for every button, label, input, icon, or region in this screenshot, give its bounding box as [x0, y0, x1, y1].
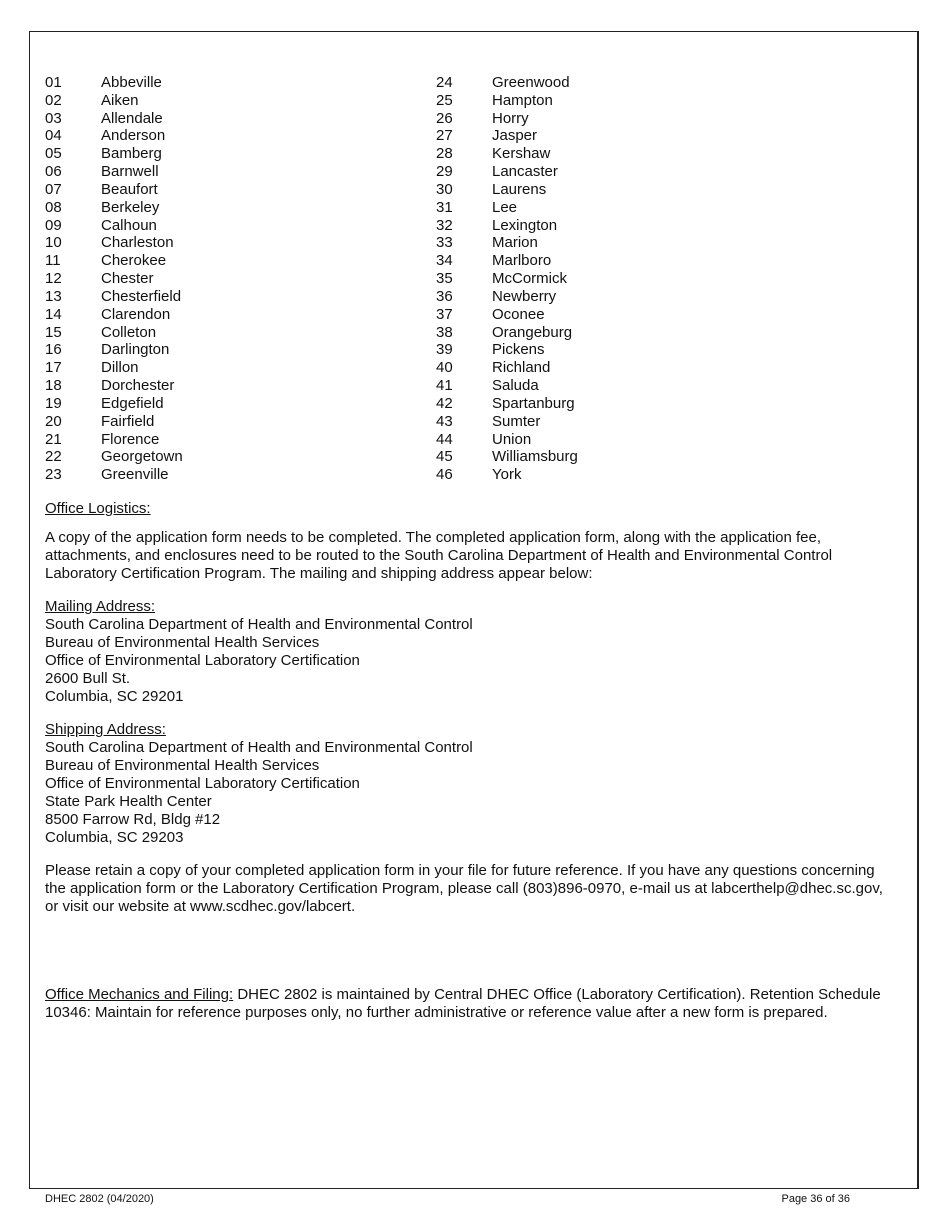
county-name: Dorchester	[101, 377, 175, 395]
county-name: Oconee	[492, 305, 545, 323]
county-name: Kershaw	[492, 145, 551, 163]
county-row	[45, 127, 436, 145]
county-code: 28	[436, 145, 453, 163]
shipping-address-line: 8500 Farrow Rd, Bldg #12	[45, 811, 221, 829]
county-code: 07	[45, 180, 62, 198]
county-code: 02	[45, 91, 62, 109]
county-row	[45, 234, 436, 252]
county-row	[436, 127, 827, 145]
county-code: 23	[45, 466, 62, 484]
county-name: Newberry	[492, 287, 557, 305]
county-row	[436, 92, 827, 110]
county-row	[436, 306, 827, 324]
county-row	[45, 163, 436, 181]
shipping-address-line: Office of Environmental Laboratory Certification	[45, 775, 360, 793]
county-code: 03	[45, 109, 62, 127]
mechanics-section	[45, 986, 885, 1022]
county-code: 45	[436, 448, 453, 466]
county-row	[436, 217, 827, 235]
mailing-address-line: South Carolina Department of Health and Environmental Control	[45, 616, 473, 634]
county-name: Laurens	[492, 180, 547, 198]
mailing-address-line: Bureau of Environmental Health Services	[45, 634, 320, 652]
county-name: Williamsburg	[492, 448, 578, 466]
county-name: Beaufort	[101, 180, 158, 198]
office-logistics-heading: Office Logistics:	[45, 500, 151, 518]
county-row	[436, 448, 827, 466]
county-code: 08	[45, 198, 62, 216]
county-code: 18	[45, 377, 62, 395]
county-code: 17	[45, 359, 62, 377]
footer-page-number: Page 36 of 36	[781, 1193, 850, 1205]
county-name: Lee	[492, 198, 518, 216]
county-name: Darlington	[101, 341, 170, 359]
county-name: Richland	[492, 359, 551, 377]
mailing-address-line: 2600 Bull St.	[45, 670, 131, 688]
county-row	[45, 145, 436, 163]
county-row	[436, 466, 827, 484]
county-code: 38	[436, 323, 453, 341]
office-logistics-section	[45, 500, 885, 583]
county-code: 32	[436, 216, 453, 234]
county-row	[436, 252, 827, 270]
county-row	[436, 395, 827, 413]
county-code: 24	[436, 74, 453, 91]
county-row	[45, 395, 436, 413]
county-row	[45, 306, 436, 324]
county-code: 29	[436, 163, 453, 181]
county-code: 40	[436, 359, 453, 377]
county-code: 37	[436, 305, 453, 323]
county-name: Chester	[101, 270, 154, 288]
shipping-address-line: Bureau of Environmental Health Services	[45, 757, 320, 775]
county-code: 21	[45, 430, 62, 448]
county-name: Saluda	[492, 377, 539, 395]
county-row	[45, 448, 436, 466]
retain-note-section	[45, 862, 885, 916]
county-code: 27	[436, 127, 453, 145]
county-code: 25	[436, 91, 453, 109]
county-row	[436, 199, 827, 217]
county-row	[436, 270, 827, 288]
county-name: Georgetown	[101, 448, 183, 466]
county-code: 31	[436, 198, 453, 216]
county-row	[45, 181, 436, 199]
county-name: Florence	[101, 430, 160, 448]
county-name: Calhoun	[101, 216, 157, 234]
county-code-list	[45, 74, 885, 484]
county-row	[436, 288, 827, 306]
county-row	[45, 341, 436, 359]
county-row	[45, 74, 436, 92]
county-row	[436, 359, 827, 377]
county-name: Cherokee	[101, 252, 167, 270]
county-name: Spartanburg	[492, 394, 575, 412]
county-code: 19	[45, 394, 62, 412]
document-body	[45, 74, 885, 1022]
county-row	[436, 324, 827, 342]
county-row	[45, 377, 436, 395]
county-code: 04	[45, 127, 62, 145]
county-code: 36	[436, 287, 453, 305]
county-row	[436, 234, 827, 252]
county-code: 42	[436, 394, 453, 412]
mechanics-paragraph	[45, 986, 885, 1022]
county-name: Jasper	[492, 127, 538, 145]
county-name: Sumter	[492, 412, 541, 430]
county-code: 13	[45, 287, 62, 305]
county-code: 39	[436, 341, 453, 359]
county-code: 01	[45, 74, 62, 91]
county-name: Berkeley	[101, 198, 160, 216]
county-code: 20	[45, 412, 62, 430]
county-name: Greenville	[101, 466, 169, 484]
county-code: 41	[436, 377, 453, 395]
county-row	[45, 110, 436, 128]
shipping-address-heading: Shipping Address:	[45, 721, 166, 739]
county-row	[45, 466, 436, 484]
county-name: Horry	[492, 109, 529, 127]
county-code: 11	[45, 252, 61, 270]
county-row	[436, 163, 827, 181]
shipping-address-line: State Park Health Center	[45, 793, 212, 811]
county-name: Abbeville	[101, 74, 162, 91]
county-row	[45, 252, 436, 270]
county-name: Orangeburg	[492, 323, 573, 341]
county-name: Hampton	[492, 91, 553, 109]
county-code: 43	[436, 412, 453, 430]
mailing-address-line: Columbia, SC 29201	[45, 688, 184, 706]
county-name: Pickens	[492, 341, 545, 359]
county-row	[436, 341, 827, 359]
county-row	[436, 110, 827, 128]
county-row	[45, 288, 436, 306]
county-name: Clarendon	[101, 305, 171, 323]
footer-form-id: DHEC 2802 (04/2020)	[45, 1193, 154, 1205]
county-code: 44	[436, 430, 453, 448]
county-row	[45, 217, 436, 235]
county-code: 30	[436, 180, 453, 198]
county-row	[45, 431, 436, 449]
county-code: 22	[45, 448, 62, 466]
county-name: Marlboro	[492, 252, 552, 270]
county-code: 09	[45, 216, 62, 234]
county-code: 12	[45, 270, 62, 288]
county-name: Aiken	[101, 91, 139, 109]
county-name: Edgefield	[101, 394, 164, 412]
county-code: 10	[45, 234, 62, 252]
county-code: 46	[436, 466, 453, 484]
county-code: 35	[436, 270, 453, 288]
county-name: Bamberg	[101, 145, 162, 163]
county-row	[45, 359, 436, 377]
mailing-address-section	[45, 598, 885, 706]
county-name: Charleston	[101, 234, 174, 252]
county-name: McCormick	[492, 270, 567, 288]
county-name: Lexington	[492, 216, 558, 234]
county-name: Chesterfield	[101, 287, 182, 305]
county-row	[436, 145, 827, 163]
county-row	[45, 270, 436, 288]
retain-note-text: Please retain a copy of your completed application form in your file for future reference. If you have any questions concerning the application form or the Laboratory Certification Program, please call (803)896-0970, e-mail us at labcerthelp@dhec.sc.gov, or visit our website at www.scdhec.gov/labcert.	[45, 862, 883, 916]
mechanics-heading: Office Mechanics and Filing:	[45, 986, 234, 1004]
mailing-address-heading: Mailing Address:	[45, 598, 156, 616]
county-code: 06	[45, 163, 62, 181]
shipping-address-line: Columbia, SC 29203	[45, 829, 184, 847]
county-code: 26	[436, 109, 453, 127]
county-row	[45, 199, 436, 217]
county-code: 16	[45, 341, 62, 359]
county-row	[45, 92, 436, 110]
mechanics-text: DHEC 2802 is maintained by Central DHEC Office (Laboratory Certification). Retention Schedule 10346: Maintain for reference purposes only, no further administrative or reference value after a new form is prepared.	[45, 986, 881, 1022]
county-name: Fairfield	[101, 412, 155, 430]
county-name: Colleton	[101, 323, 157, 341]
county-row	[436, 181, 827, 199]
county-name: Lancaster	[492, 163, 558, 181]
county-code: 33	[436, 234, 453, 252]
county-row	[45, 413, 436, 431]
office-logistics-text: A copy of the application form needs to be completed. The completed application form, along with the application fee, attachments, and enclosures need to be routed to the South Carolina Department of Health and Environmental Control Laboratory Certification Program. The mailing and shipping address appear below:	[45, 529, 833, 583]
county-name: York	[492, 466, 522, 484]
county-code: 34	[436, 252, 453, 270]
county-row	[45, 324, 436, 342]
county-row	[436, 74, 827, 92]
county-row	[436, 377, 827, 395]
county-row	[436, 431, 827, 449]
county-column-right	[436, 74, 827, 484]
county-name: Anderson	[101, 127, 166, 145]
shipping-address-line: South Carolina Department of Health and Environmental Control	[45, 739, 473, 757]
shipping-address-section	[45, 721, 885, 847]
county-code: 15	[45, 323, 62, 341]
mailing-address-line: Office of Environmental Laboratory Certification	[45, 652, 360, 670]
county-name: Dillon	[101, 359, 139, 377]
county-row	[436, 413, 827, 431]
county-name: Barnwell	[101, 163, 159, 181]
county-name: Allendale	[101, 109, 163, 127]
county-name: Marion	[492, 234, 538, 252]
county-name: Union	[492, 430, 532, 448]
county-column-left	[45, 74, 436, 484]
county-name: Greenwood	[492, 74, 570, 91]
county-code: 14	[45, 305, 62, 323]
county-code: 05	[45, 145, 62, 163]
